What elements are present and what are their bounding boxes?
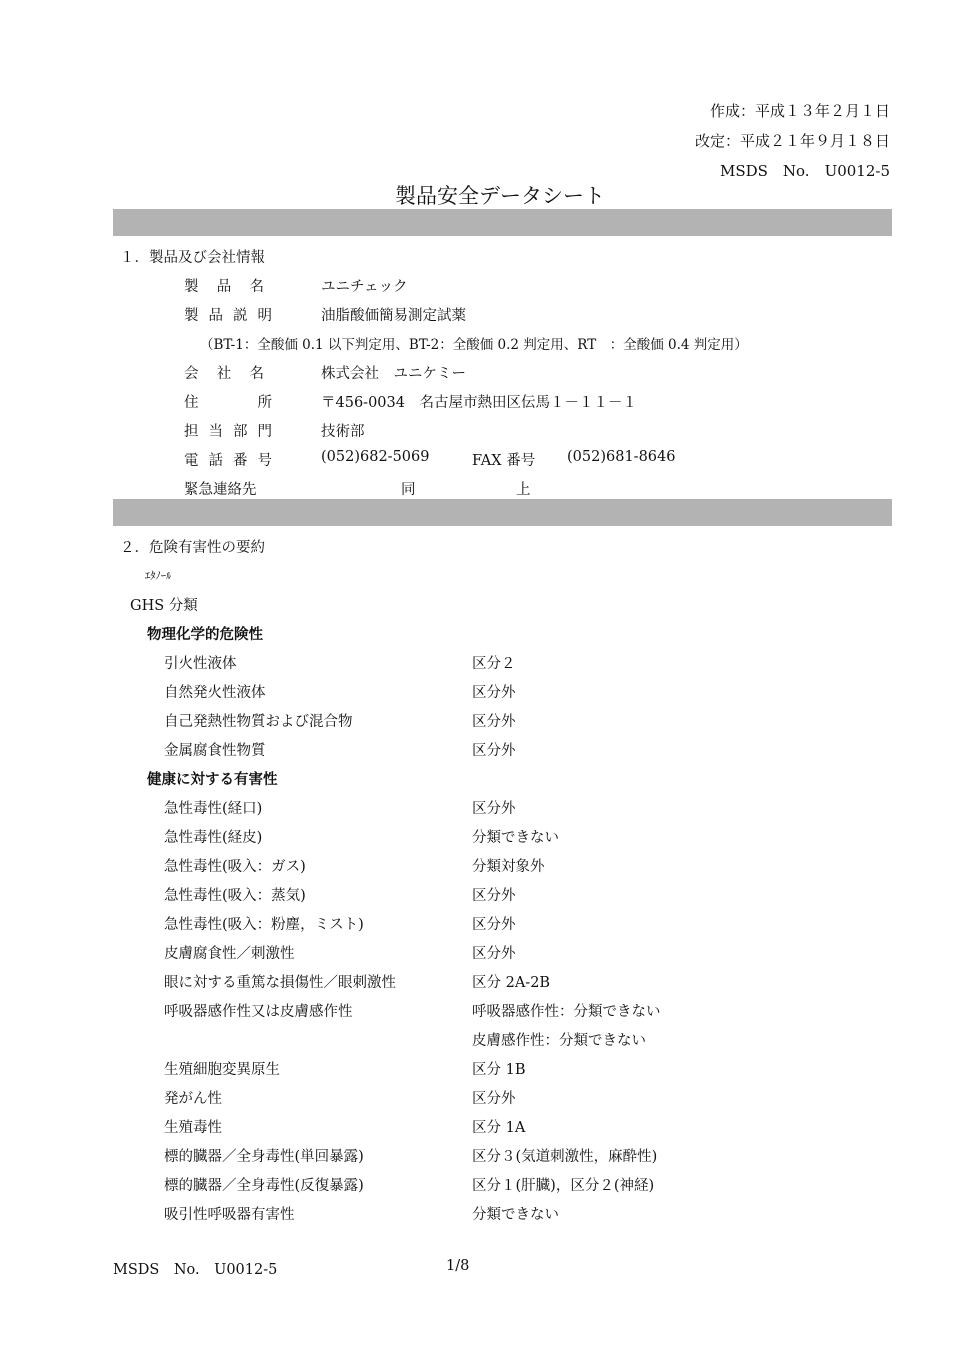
product-name-value: ユニチェック (321, 279, 408, 295)
hazard-item: 金属腐食性物質 (164, 743, 266, 759)
dept-value: 技術部 (321, 424, 365, 440)
section-divider-bar (113, 209, 892, 236)
hazard-value: 区分２ (472, 656, 516, 672)
hazard-item: 標的臓器／全身毒性(単回暴露) (164, 1149, 364, 1165)
hazard-value: 皮膚感作性：分類できない (472, 1033, 646, 1049)
footer-msds-number: MSDS No. U0012-5 (113, 1262, 278, 1278)
hazard-value: 分類できない (472, 1207, 559, 1223)
description-value: 油脂酸価簡易測定試薬 (321, 308, 466, 324)
fax-value: (052)681-8646 (567, 449, 676, 465)
address-label: 住所 (184, 395, 272, 411)
hazard-value: 区分 1A (472, 1120, 526, 1136)
hazard-item: 生殖細胞変異原生 (164, 1062, 280, 1078)
hazard-item: 標的臓器／全身毒性(反復暴露) (164, 1178, 364, 1194)
hazard-item: 皮膚腐食性／刺激性 (164, 946, 295, 962)
hazard-item: 急性毒性(吸入：蒸気) (164, 888, 306, 904)
section2-heading: ２．危険有害性の要約 (120, 540, 265, 556)
ghs-label: GHS 分類 (130, 598, 198, 614)
fax-label: FAX 番号 (472, 453, 536, 469)
hazard-value: 呼吸器感作性：分類できない (472, 1004, 661, 1020)
hazard-value: 区分外 (472, 714, 516, 730)
hazard-value: 区分外 (472, 801, 516, 817)
physical-hazards-heading: 物理化学的危険性 (147, 627, 263, 643)
hazard-value: 分類対象外 (472, 859, 545, 875)
hazard-value: 区分外 (472, 743, 516, 759)
emergency-value-1: 同 (401, 482, 416, 498)
hazard-item: 急性毒性(経口) (164, 801, 263, 817)
msds-number: MSDS No. U0012-5 (719, 162, 890, 180)
section1-heading: １．製品及び会社情報 (120, 250, 265, 266)
product-name-label: 製品名 (184, 279, 264, 295)
description-note: （BT-1：全酸価 0.1 以下判定用、BT-2：全酸価 0.2 判定用、RT ：全酸価 0.4 判定用） (200, 337, 748, 353)
description-label: 製品説明 (184, 308, 272, 324)
created-date: 作成：平成１３年２月１日 (709, 102, 890, 120)
hazard-item: 急性毒性(吸入：粉塵，ミスト) (164, 917, 364, 933)
phone-label: 電話番号 (184, 453, 272, 469)
hazard-value: 区分外 (472, 946, 516, 962)
emergency-label: 緊急連絡先 (184, 482, 257, 498)
hazard-item: 自然発火性液体 (164, 685, 266, 701)
company-label: 会社名 (184, 366, 264, 382)
section-divider-bar (113, 499, 892, 526)
dept-label: 担当部門 (184, 424, 272, 440)
address-value: 〒456-0034 名古屋市熱田区伝馬１－１１－１ (321, 395, 637, 411)
page-number: 1/8 (446, 1258, 470, 1274)
phone-value: (052)682-5069 (321, 449, 430, 465)
page-title: 製品安全データシート (395, 184, 605, 208)
hazard-value: 区分外 (472, 1091, 516, 1107)
hazard-value: 区分 1B (472, 1062, 526, 1078)
hazard-item: 眼に対する重篤な損傷性／眼刺激性 (164, 975, 396, 991)
hazard-item: 呼吸器感作性又は皮膚感作性 (164, 1004, 353, 1020)
emergency-value-2: 上 (516, 482, 531, 498)
company-value: 株式会社 ユニケミー (321, 366, 466, 382)
hazard-item: 吸引性呼吸器有害性 (164, 1207, 295, 1223)
hazard-value: 区分外 (472, 685, 516, 701)
hazard-item: 引火性液体 (164, 656, 237, 672)
hazard-item: 発がん性 (164, 1091, 222, 1107)
hazard-value: 区分３(気道刺激性，麻酔性) (472, 1149, 658, 1165)
hazard-value: 区分外 (472, 888, 516, 904)
revised-date: 改定：平成２１年９月１８日 (694, 132, 890, 150)
hazard-value: 区分外 (472, 917, 516, 933)
health-hazards-heading: 健康に対する有害性 (147, 772, 278, 788)
hazard-item: 生殖毒性 (164, 1120, 222, 1136)
substance-name: ｴﾀﾉｰﾙ (145, 570, 172, 582)
hazard-item: 急性毒性(吸入：ガス) (164, 859, 306, 875)
hazard-value: 区分１(肝臓)，区分２(神経) (472, 1178, 655, 1194)
hazard-value: 分類できない (472, 830, 559, 846)
hazard-value: 区分 2A-2B (472, 975, 551, 991)
hazard-item: 急性毒性(経皮) (164, 830, 263, 846)
hazard-item: 自己発熱性物質および混合物 (164, 714, 353, 730)
